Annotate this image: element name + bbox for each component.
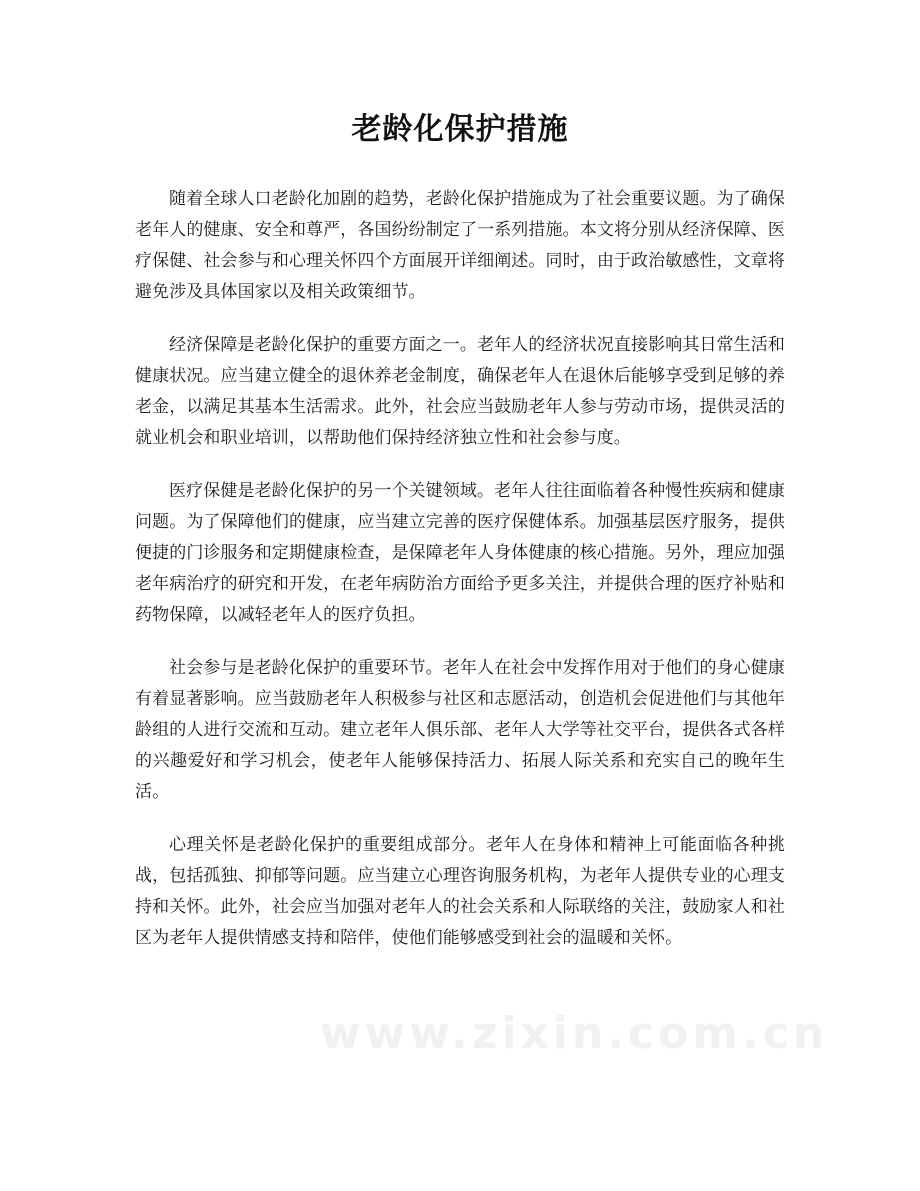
document-title: 老龄化保护措施 (351, 112, 569, 147)
document-body (135, 184, 785, 976)
paragraph-social-participation: 社会参与是老龄化保护的重要环节。老年人在社会中发挥作用对于他们的身心健康有着显著影响。应当鼓励老年人积极参与社区和志愿活动，创造机会促进他们与其他年龄组的人进行交流和互动。建立老年人俱乐部、老年人大学等社交平台，提供各式各样的兴趣爱好和学习机会，使老年人能够保持活力、拓展人际关系和充实自己的晚年生活。 (135, 658, 785, 802)
paragraph-economic-security: 经济保障是老龄化保护的重要方面之一。老年人的经济状况直接影响其日常生活和健康状况。应当建立健全的退休养老金制度，确保老年人在退休后能够享受到足够的养老金，以满足其基本生活需求。此外，社会应当鼓励老年人参与劳动市场，提供灵活的就业机会和职业培训，以帮助他们保持经济独立性和社会参与度。 (135, 335, 785, 448)
watermark-text: www.zixin.com.cn (320, 1008, 829, 1059)
paragraph-intro: 随着全球人口老龄化加剧的趋势，老龄化保护措施成为了社会重要议题。为了确保老年人的健康、安全和尊严，各国纷纷制定了一系列措施。本文将分别从经济保障、医疗保健、社会参与和心理关怀四个方面展开详细阐述。同时，由于政治敏感性，文章将避免涉及具体国家以及相关政策细节。 (135, 189, 785, 302)
paragraph-healthcare: 医疗保健是老龄化保护的另一个关键领域。老年人往往面临着各种慢性疾病和健康问题。为了保障他们的健康，应当建立完善的医疗保健体系。加强基层医疗服务，提供便捷的门诊服务和定期健康检查，是保障老年人身体健康的核心措施。另外，理应加强老年病治疗的研究和开发，在老年病防治方面给予更多关注，并提供合理的医疗补贴和药物保障，以减轻老年人的医疗负担。 (135, 481, 785, 625)
paragraph-psychological-care: 心理关怀是老龄化保护的重要组成部分。老年人在身体和精神上可能面临各种挑战，包括孤独、抑郁等问题。应当建立心理咨询服务机构，为老年人提供专业的心理支持和关怀。此外，社会应当加强对老年人的社会关系和人际联络的关注，鼓励家人和社区为老年人提供情感支持和陪伴，使他们能够感受到社会的温暖和关怀。 (135, 835, 785, 948)
